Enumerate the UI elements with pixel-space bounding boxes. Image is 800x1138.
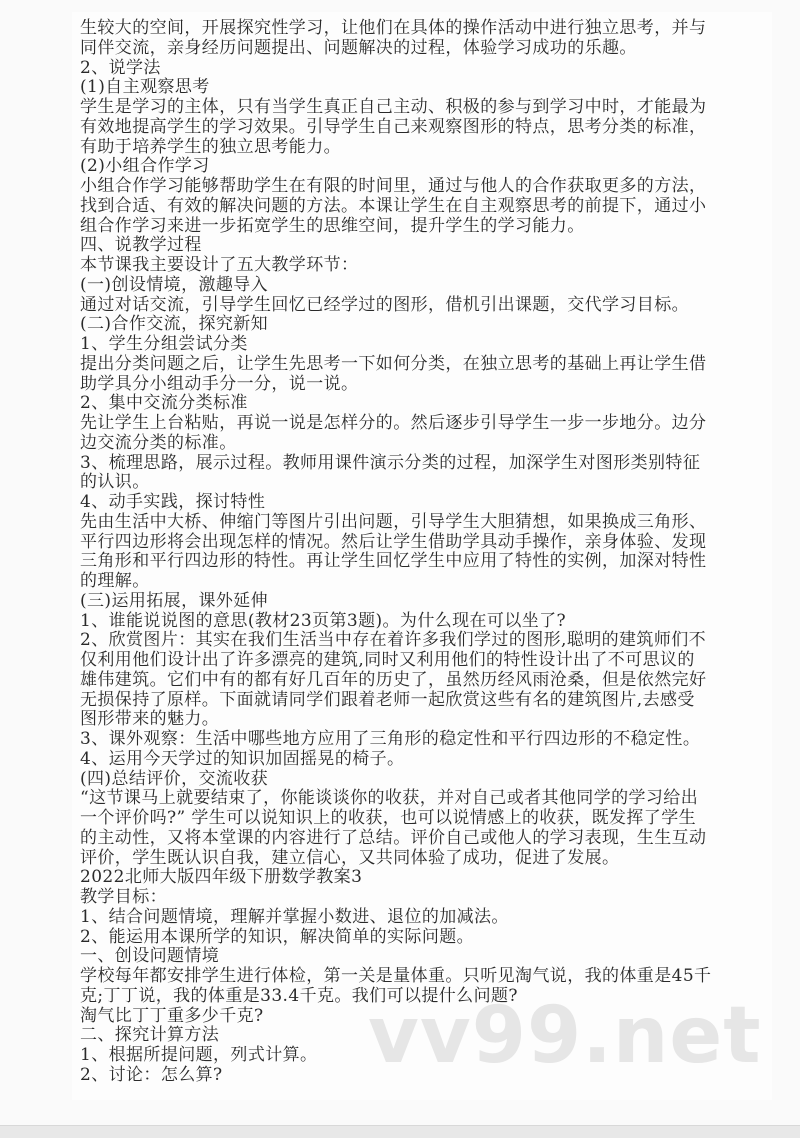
text-line: 先让学生上台粘贴，再说一说是怎样分的。然后逐步引导学生一步一步地分。边分 — [80, 413, 707, 433]
text-line: 评价，学生既认识自我，建立信心，又共同体验了成功，促进了发展。 — [80, 847, 620, 868]
text-line: 2022北师大版四年级下册数学教案3 — [80, 867, 363, 888]
text-line: 找到合适、有效的解决问题的方法。本课让学生在自主观察思考的前提下，通过小 — [80, 195, 707, 216]
text-line: (一)创设情境，激趣导入 — [80, 274, 269, 295]
text-line: “这节课马上就要结束了，你能谈谈你的收获，并对自己或者其他同学的学习给出 — [80, 788, 699, 809]
text-line: (四)总结评价，交流收获 — [80, 768, 269, 789]
text-line: (三)运用拓展，课外延伸 — [80, 590, 269, 611]
text-line: 2、说学法 — [80, 57, 161, 78]
text-line: 1、谁能说说图的意思(教材23页第3题)。为什么现在可以坐了? — [80, 610, 567, 631]
text-line: 二、探究计算方法 — [80, 1025, 220, 1046]
text-line: 3、梳理思路，展示过程。教师用课件演示分类的过程，加深学生对图形类别特征 — [80, 452, 701, 473]
text-line: 生较大的空间，开展探究性学习，让他们在具体的操作活动中进行独立思考，并与 — [80, 18, 707, 38]
text-line: 教学目标： — [80, 887, 167, 907]
text-line: 淘气比丁丁重多少千克? — [80, 1005, 264, 1026]
text-line: 1、学生分组尝试分类 — [80, 334, 248, 354]
text-line: 2、能运用本课所学的知识，解决简单的实际问题。 — [80, 926, 475, 947]
text-line: 2、讨论：怎么算? — [80, 1064, 223, 1085]
document-body — [80, 19, 711, 1086]
text-line: 通过对话交流，引导学生回忆已经学过的图形，借机引出课题，交代学习目标。 — [80, 294, 689, 315]
bottom-scroll-bar[interactable] — [0, 1125, 800, 1138]
watermark: vv99.net — [368, 991, 762, 1081]
text-line: 学生是学习的主体，只有当学生真正自己主动、积极的参与到学习中时，才能最为 — [80, 97, 707, 117]
text-line: 一、创设问题情境 — [80, 946, 220, 967]
text-line: 2、欣赏图片：其实在我们生活当中存在着许多我们学过的图形,聪明的建筑师们不 — [80, 630, 707, 651]
text-line: 4、运用今天学过的知识加固摇晃的椅子。 — [80, 748, 405, 769]
text-line: 的主动性，又将本堂课的内容进行了总结。评价自己或他人的学习表现，生生互动 — [80, 827, 707, 848]
text-line: 同伴交流，亲身经历问题提出、问题解决的过程，体验学习成功的乐趣。 — [80, 37, 637, 58]
text-line: 平行四边形将会出现怎样的情况。然后让学生借助学具动手操作，亲身体验、发现 — [80, 531, 707, 552]
text-line: 2、集中交流分类标准 — [80, 393, 248, 414]
text-line: 本节课我主要设计了五大教学环节： — [80, 255, 359, 275]
text-line: 四、说教学过程 — [80, 235, 202, 256]
text-line: 有助于培养学生的独立思考能力。 — [80, 136, 341, 157]
text-line: 学校每年都安排学生进行体检，第一关是量体重。只听见淘气说，我的体重是45千 — [80, 966, 712, 986]
text-line: (2)小组合作学习 — [80, 156, 210, 177]
text-line: 助学具分小组动手分一分，说一说。 — [80, 373, 359, 394]
text-line: 图形带来的魅力。 — [80, 709, 220, 730]
text-line: 一个评价吗?” 学生可以说知识上的收获，也可以说情感上的收获，既发挥了学生 — [80, 808, 697, 828]
text-line: 的认识。 — [80, 472, 150, 493]
text-line: 的理解。 — [80, 571, 150, 591]
text-line: 仅利用他们设计出了许多漂亮的建筑,同时又利用他们的特性设计出了不可思议的 — [80, 650, 695, 670]
text-line: 雄伟建筑。它们中有的都有好几百年的历史了，虽然历经风雨沧桑，但是依然完好 — [80, 669, 707, 690]
text-line: 4、动手实践，探讨特性 — [80, 492, 266, 512]
text-line: 组合作学习来进一步拓宽学生的思维空间，提升学生的学习能力。 — [80, 215, 585, 236]
text-line: (1)自主观察思考 — [80, 77, 210, 98]
text-line: 克;丁丁说，我的体重是33.4千克。我们可以提什么问题? — [80, 985, 518, 1006]
text-line: 先由生活中大桥、伸缩门等图片引出问题，引导学生大胆猜想，如果换成三角形、 — [80, 511, 707, 532]
text-line: (二)合作交流，探究新知 — [80, 314, 269, 335]
text-line: 无损保持了原样。下面就请同学们跟着老师一起欣赏这些有名的建筑图片,去感受 — [80, 689, 695, 710]
text-line: 1、根据所提问题，列式计算。 — [80, 1045, 318, 1065]
text-line: 3、课外观察：生活中哪些地方应用了三角形的稳定性和平行四边形的不稳定性。 — [80, 729, 701, 749]
text-line: 提出分类问题之后，让学生先思考一下如何分类，在独立思考的基础上再让学生借 — [80, 353, 707, 374]
text-line: 边交流分类的标准。 — [80, 432, 237, 453]
text-line: 有效地提高学生的学习效果。引导学生自己来观察图形的特点，思考分类的标准， — [80, 116, 707, 137]
text-line: 小组合作学习能够帮助学生在有限的时间里，通过与他人的合作获取更多的方法， — [80, 176, 707, 196]
text-line: 三角形和平行四边形的特性。再让学生回忆学生中应用了特性的实例，加深对特性 — [80, 551, 707, 572]
text-line: 1、结合问题情境，理解并掌握小数进、退位的加减法。 — [80, 906, 509, 927]
